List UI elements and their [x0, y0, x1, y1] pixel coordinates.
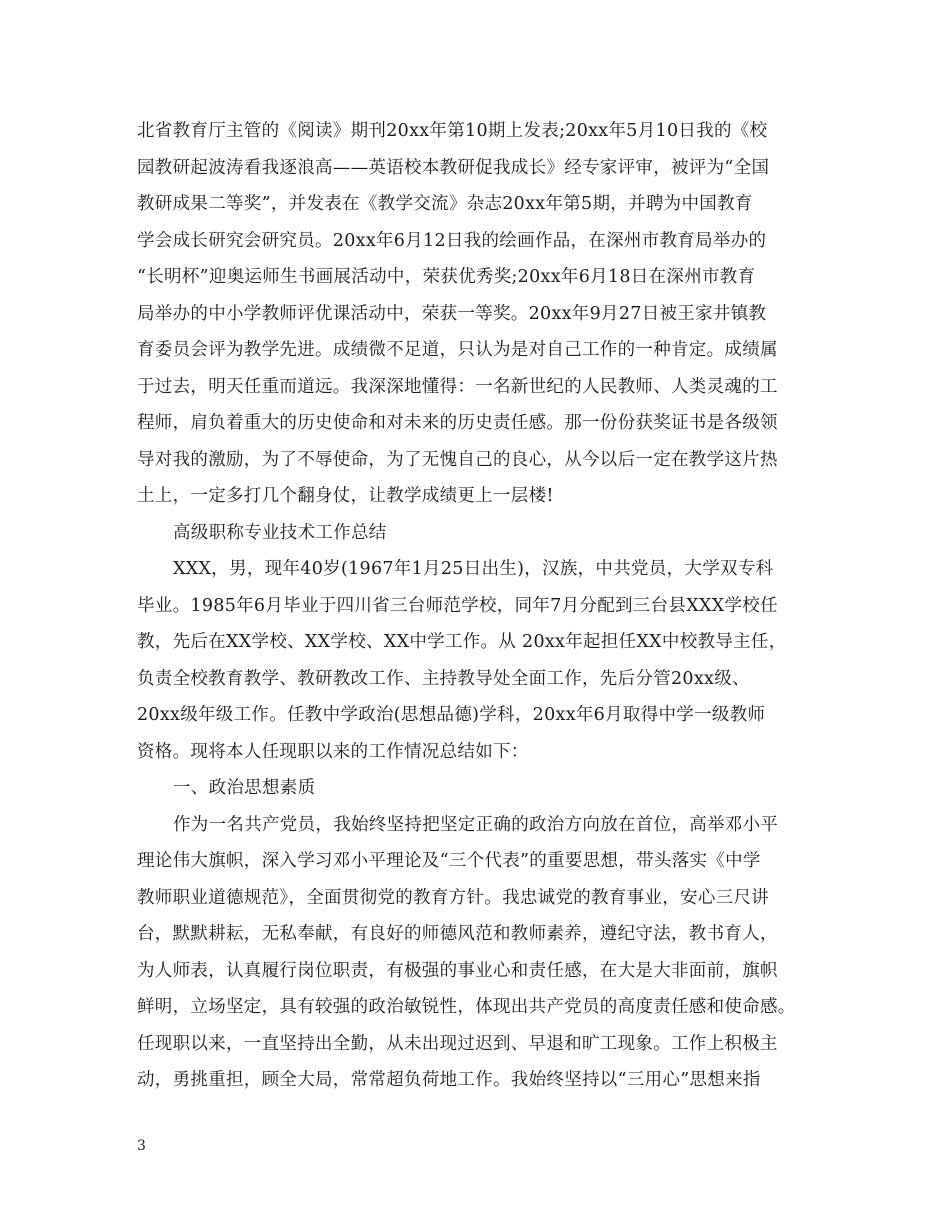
text-line: 教，先后在XX学校、XX学校、XX中学工作。从 20xx年起担任XX中校教导主任， [137, 632, 787, 652]
text-line: 教师职业道德规范》，全面贯彻党的教育方针。我忠诚党的教育事业，安心三尺讲 [137, 887, 770, 908]
text-line: 育委员会评为教学先进。成绩微不足道，只认为是对自己工作的一种肯定。成绩属 [137, 340, 778, 360]
text-line: 毕业。1985年6月毕业于四川省三台师范学校，同年7月分配到三台县XXX学校任 [137, 595, 778, 616]
text-line: 程师，肩负着重大的历史使命和对未来的历史责任感。那一份份获奖证书是各级领 [137, 413, 778, 433]
text-line: 动，勇挑重担，顾全大局，常常超负荷地工作。我始终坚持以“三用心”思想来指 [137, 1070, 761, 1090]
text-line: 负责全校教育教学、教研教改工作、主持教导处全面工作，先后分管20xx级、 [137, 668, 750, 689]
text-line: 局举办的中小学教师评优课活动中，荣获一等奖。20xx年9月27日被王家井镇教 [137, 303, 767, 324]
text-line: 学会成长研究会研究员。20xx年6月12日我的绘画作品，在深州市教育局举办的 [137, 230, 767, 251]
section-heading: 一、政治思想素质 [173, 778, 316, 798]
document-body [137, 113, 827, 1099]
text-line: 台，默默耕耘，无私奉献，有良好的师德风范和教师素养，遵纪守法，教书育人， [137, 924, 778, 944]
paragraph-start: XXX，男，现年40岁(1967年1月25日出生)，汉族，中共党员，大学双专科 [173, 559, 774, 579]
text-line: 土上，一定多打几个翻身仗，让教学成绩更上一层楼! [137, 486, 554, 506]
text-line: 北省教育厅主管的《阅读》期刊20xx年第10期上发表;20xx年5月10日我的《校 [137, 121, 768, 141]
section-heading: 高级职称专业技术工作总结 [173, 522, 387, 543]
paragraph-start: 作为一名共产党员，我始终坚持把坚定正确的政治方向放在首位，高举邓小平 [173, 814, 779, 835]
page-number: 3 [137, 1138, 146, 1154]
text-line: 20xx级年级工作。任教中学政治(思想品德)学科，20xx年6月取得中学一级教师 [137, 705, 766, 725]
text-line: 任现职以来，一直坚持出全勤，从未出现过迟到、早退和旷工现象。工作上积极主 [137, 1033, 778, 1054]
text-line: 为人师表，认真履行岗位职责，有极强的事业心和责任感，在大是大非面前，旗帜 [137, 960, 778, 981]
text-line: 理论伟大旗帜，深入学习邓小平理论及“三个代表”的重要思想，带头落实《中学 [137, 851, 761, 871]
text-line: 园教研起波涛看我逐浪高——英语校本教研促我成长》经专家评审，被评为“全国 [137, 157, 770, 178]
text-line: 资格。现将本人任现职以来的工作情况总结如下： [137, 741, 529, 762]
text-line: 于过去，明天任重而道远。我深深地懂得：一名新世纪的人民教师、人类灵魂的工 [137, 376, 778, 397]
text-line: “长明杯”迎奥运师生书画展活动中，荣获优秀奖;20xx年6月18日在深州市教育 [137, 267, 756, 287]
text-line: 鲜明，立场坚定，具有较强的政治敏锐性，体现出共产党员的高度责任感和使命感。 [137, 997, 796, 1017]
text-line: 导对我的激励，为了不辱使命，为了无愧自己的良心，从今以后一定在教学这片热 [137, 449, 778, 470]
text-line: 教研成果二等奖”，并发表在《教学交流》杂志20xx年第5期，并聘为中国教育 [137, 194, 753, 214]
